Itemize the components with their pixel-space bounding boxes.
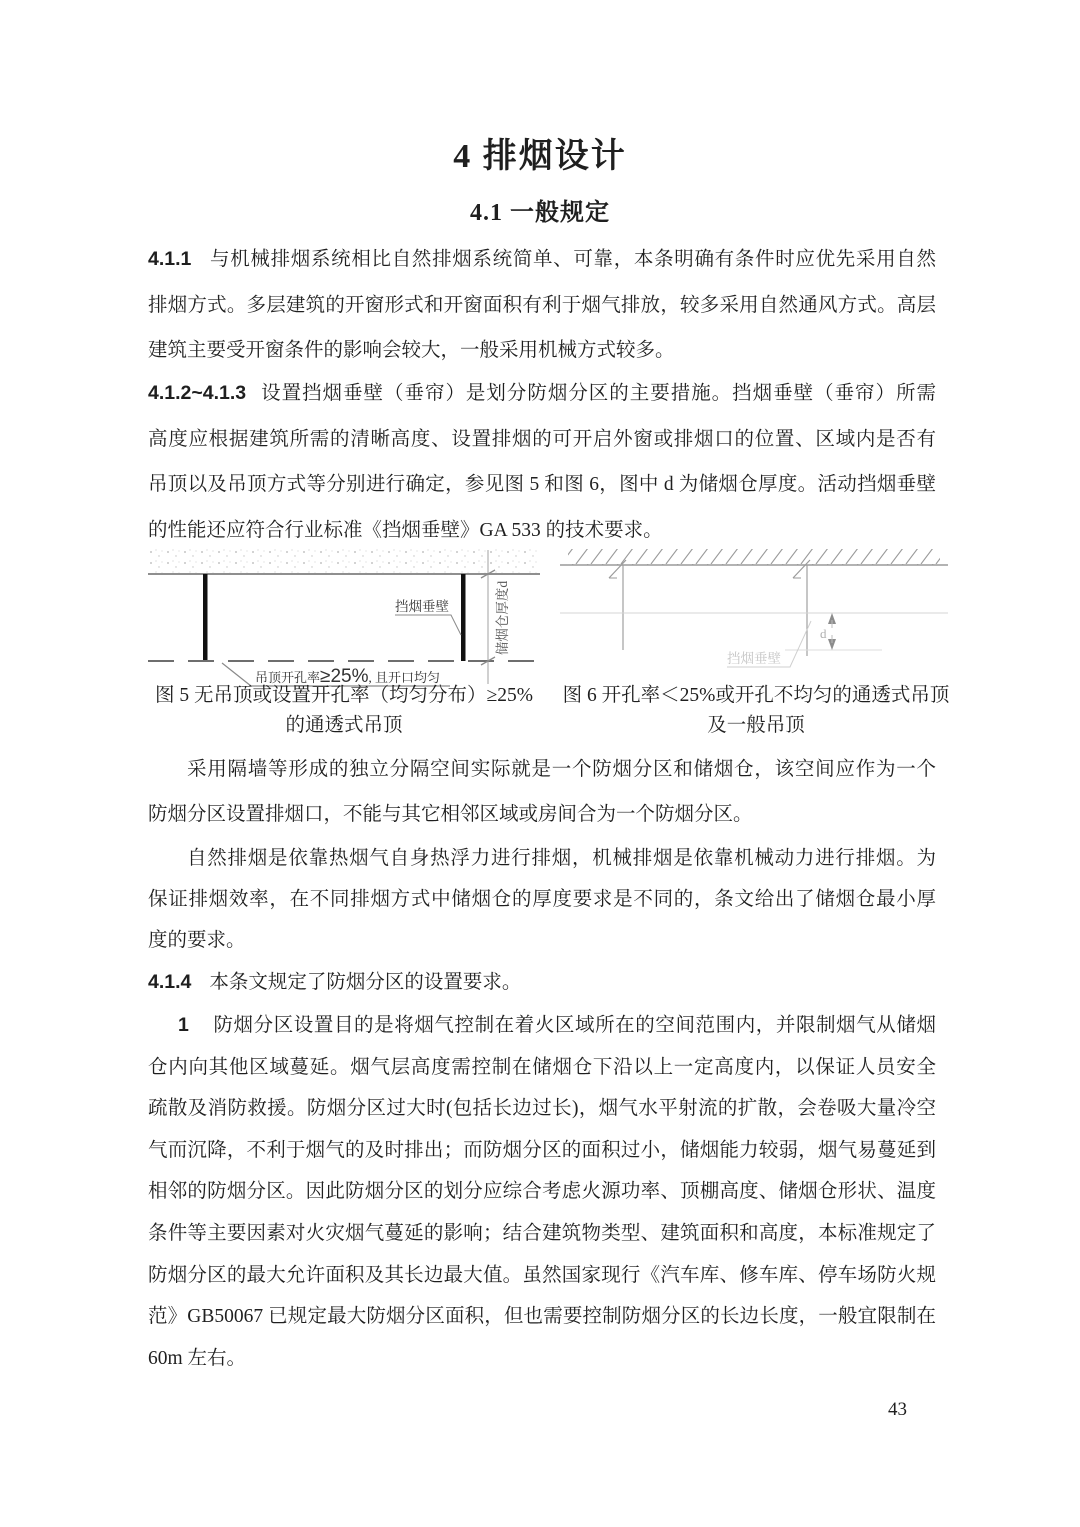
- text-line: [148, 237, 936, 283]
- paragraph-4-1-2: [148, 371, 936, 553]
- line-text: 设置挡烟垂壁（垂帘）是划分防烟分区的主要措施。挡烟垂壁（垂帘）所需: [260, 383, 936, 404]
- caption-line: 图 6 开孔率＜25%或开孔不均匀的通透式吊顶: [562, 685, 950, 706]
- smoke-barrier-left: [203, 574, 208, 661]
- text-line: [148, 1005, 936, 1047]
- text-line: 相邻的防烟分区。因此防烟分区的划分应综合考虑火源功率、顶棚高度、储烟仓形状、温度: [148, 1181, 936, 1203]
- line-text: 防烟分区设置目的是将烟气控制在着火区域所在的空间范围内，并限制烟气从储烟: [212, 1015, 936, 1036]
- text-line: 采用隔墙等形成的独立分隔空间实际就是一个防烟分区和储烟仓，该空间应作为一个: [187, 759, 936, 780]
- text-line: 防烟分区设置排烟口，不能与其它相邻区域或房间合为一个防烟分区。: [148, 804, 753, 825]
- ceiling-slab-texture: [148, 548, 540, 574]
- page-number: 43: [888, 1399, 907, 1420]
- caption-line: 的通透式吊顶: [285, 715, 403, 736]
- text-line: 高度应根据建筑所需的清晰高度、设置排烟的可开启外窗或排烟口的位置、区域内是否有: [148, 428, 936, 450]
- smoke-barrier-right: [461, 574, 466, 661]
- figure-6-caption: [552, 681, 960, 741]
- section-heading: 4.1 一般规定: [470, 200, 610, 226]
- text-line: 的性能还应符合行业标准《挡烟垂壁》GA 533 的技术要求。: [148, 519, 663, 541]
- paragraph-4-1-1: [148, 237, 936, 374]
- chapter-title: 4 排烟设计: [453, 138, 627, 175]
- text-line: 排烟方式。多层建筑的开窗形式和开窗面积有利于烟气排放，较多采用自然通风方式。高层: [148, 294, 936, 316]
- smoke-reservoir-depth-label: 储烟仓厚度d: [495, 580, 510, 656]
- text-line: 自然排烟是依靠热烟气自身热浮力进行排烟，机械排烟是依靠机械动力进行排烟。为: [187, 848, 936, 869]
- item-number: 1: [178, 1014, 189, 1036]
- caption-line: 及一般吊顶: [707, 715, 805, 736]
- figure-5-drawing: [148, 548, 546, 690]
- line-text: 与机械排烟系统相比自然排烟系统简单、可靠，本条明确有条件时应优先采用自然: [209, 249, 936, 270]
- text-line: [148, 371, 936, 417]
- paragraph-natural-exhaust: [148, 838, 936, 961]
- paragraph-partition: [148, 747, 936, 837]
- smoke-barrier-label: 挡烟垂壁: [727, 651, 781, 666]
- paragraph-item-1: [148, 1005, 936, 1379]
- figure-5: [148, 548, 546, 690]
- clause-number: 4.1.1: [148, 248, 192, 270]
- text-line: [148, 961, 936, 1004]
- text-line: 吊顶以及吊顶方式等分别进行确定，参见图 5 和图 6，图中 d 为储烟仓厚度。活动挡烟垂壁: [148, 474, 936, 495]
- clause-number: 4.1.4: [148, 971, 192, 993]
- text-line: 建筑主要受开窗条件的影响会较大，一般采用机械方式较多。: [148, 340, 675, 361]
- text-line: 条件等主要因素对火灾烟气蔓延的影响；结合建筑物类型、建筑面积和高度，本标准规定了: [148, 1222, 936, 1244]
- depth-dimension-label: d: [820, 626, 827, 641]
- text-line: 仓内向其他区域蔓延。烟气层高度需控制在储烟仓下沿以上一定高度内，以保证人员安全: [148, 1056, 936, 1078]
- figure-5-caption: [145, 681, 543, 741]
- opening-ratio-callout: 吊顶开孔率≥25%, 且开口均匀: [255, 666, 440, 687]
- clause-number: 4.1.2~4.1.3: [148, 382, 247, 404]
- text-line: 60m 左右。: [148, 1347, 247, 1369]
- text-line: 疏散及消防救援。防烟分区过大时(包括长边过长)，烟气水平射流的扩散，会卷吸大量冷空: [148, 1098, 936, 1120]
- text-line: 防烟分区的最大允许面积及其长边最大值。虽然国家现行《汽车库、修车库、停车场防火规: [148, 1264, 936, 1286]
- text-line: 度的要求。: [148, 930, 246, 951]
- figure-6-drawing: [560, 548, 952, 690]
- text-line: 范》GB50067 已规定最大防烟分区面积，但也需要控制防烟分区的长边长度，一般宜限制在: [148, 1306, 936, 1328]
- line-text: 本条文规定了防烟分区的设置要求。: [209, 972, 522, 993]
- smoke-barrier-label: 挡烟垂壁: [395, 599, 449, 614]
- paragraph-4-1-4: [148, 961, 936, 1004]
- caption-line: 图 5 无吊顶或设置开孔率（均匀分布）≥25%: [155, 685, 533, 706]
- text-line: 保证排烟效率，在不同排烟方式中储烟仓的厚度要求是不同的，条文给出了储烟仓最小厚: [148, 889, 936, 910]
- figure-6: [560, 548, 952, 690]
- text-line: 气而沉降，不利于烟气的及时排出；而防烟分区的面积过小，储烟能力较弱，烟气易蔓延到: [148, 1139, 936, 1161]
- barrier-leader-line: [395, 615, 461, 635]
